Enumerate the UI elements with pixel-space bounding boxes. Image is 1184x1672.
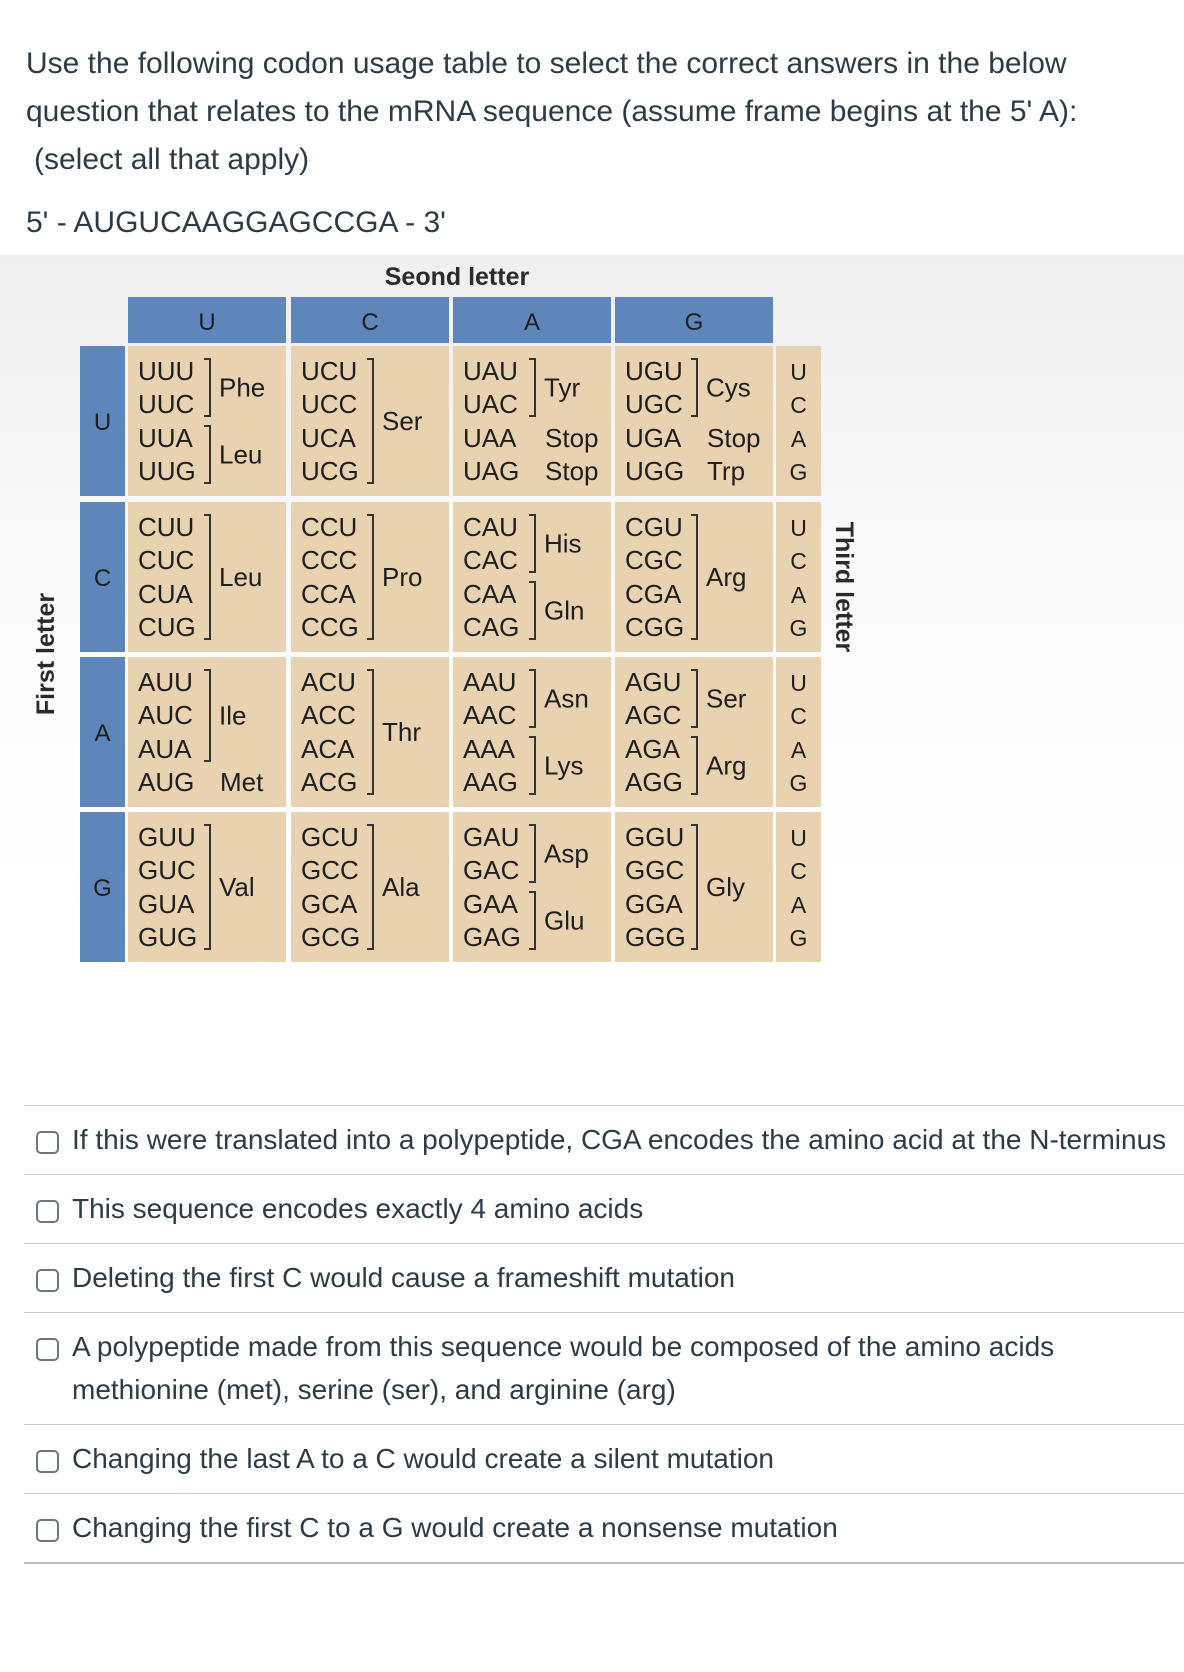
third-letter-c: C xyxy=(790,858,807,884)
answer-option-6[interactable] xyxy=(24,1493,1184,1562)
amino-acid-label-phe: Phe xyxy=(219,372,266,403)
second-letter-u: U xyxy=(198,309,216,336)
amino-acid-label-ile: Ile xyxy=(219,700,247,731)
third-letter-a: A xyxy=(790,426,807,452)
codon-ccg: CCG xyxy=(301,612,359,642)
codon-uaa: UAA xyxy=(463,423,517,453)
codon-ccc: CCC xyxy=(301,545,358,575)
codon-cau: CAU xyxy=(463,512,518,542)
option-label: This sequence encodes exactly 4 amino acids xyxy=(72,1193,644,1224)
checkbox[interactable] xyxy=(36,1519,59,1542)
amino-acid-label-stop: Stop xyxy=(545,423,599,453)
codon-gua: GUA xyxy=(138,889,195,919)
codon-gcg: GCG xyxy=(301,922,361,952)
codon-gcc: GCC xyxy=(301,855,359,885)
amino-acid-label-arg: Arg xyxy=(706,562,747,592)
codon-cca: CCA xyxy=(301,579,356,609)
codon-uau: UAU xyxy=(463,356,518,386)
third-letter-g: G xyxy=(789,925,808,951)
first-letter-g: G xyxy=(93,875,112,902)
mrna-sequence: 5' - AUGUCAAGGAGCCGA - 3' xyxy=(26,206,446,239)
codon-ucu: UCU xyxy=(301,356,358,386)
second-letter-a: A xyxy=(523,309,541,336)
codon-aau: AAU xyxy=(463,667,517,697)
codon-acu: ACU xyxy=(301,667,356,697)
first-letter-u: U xyxy=(93,409,112,436)
codon-auc: AUC xyxy=(138,700,193,730)
codon-aac: AAC xyxy=(463,700,517,730)
third-letter-u: U xyxy=(790,670,807,696)
question-line-3: (select all that apply) xyxy=(34,143,310,176)
third-letter-title: Third letter xyxy=(830,521,858,653)
codon-table xyxy=(0,255,1184,1045)
codon-ggu: GGU xyxy=(625,822,685,852)
answer-option-4[interactable] xyxy=(24,1312,1184,1424)
option-label: If this were translated into a polypeptide, CGA encodes the amino acid at the N-terminus xyxy=(72,1124,1167,1155)
codon-uuu: UUU xyxy=(138,356,195,386)
codon-ucc: UCC xyxy=(301,389,358,419)
codon-gca: GCA xyxy=(301,889,358,919)
codon-cgc: CGC xyxy=(625,545,683,575)
answer-option-5[interactable] xyxy=(24,1424,1184,1493)
codon-uca: UCA xyxy=(301,423,356,453)
options-bottom-divider xyxy=(24,1562,1184,1564)
codon-ccu: CCU xyxy=(301,512,358,542)
codon-guu: GUU xyxy=(138,822,196,852)
amino-acid-label-ser: Ser xyxy=(382,406,423,436)
third-letter-g: G xyxy=(789,459,808,485)
amino-acid-label-met: Met xyxy=(220,767,264,797)
codon-ggg: GGG xyxy=(625,922,686,952)
codon-gga: GGA xyxy=(625,889,683,919)
third-letter-u: U xyxy=(790,359,807,385)
amino-acid-label-asn: Asn xyxy=(544,683,589,714)
checkbox[interactable] xyxy=(36,1200,59,1223)
codon-aca: ACA xyxy=(301,734,355,764)
codon-aug: AUG xyxy=(138,767,195,797)
codon-guc: GUC xyxy=(138,855,196,885)
codon-cac: CAC xyxy=(463,545,518,575)
third-letter-g: G xyxy=(789,615,808,641)
codon-caa: CAA xyxy=(463,579,517,609)
codon-cuu: CUU xyxy=(138,512,195,542)
codon-cgu: CGU xyxy=(625,512,683,542)
question-line-2: question that relates to the mRNA sequence (assume frame begins at the 5' A): xyxy=(26,95,1078,128)
third-letter-g: G xyxy=(789,770,808,796)
codon-gau: GAU xyxy=(463,822,520,852)
codon-aua: AUA xyxy=(138,734,192,764)
codon-table-figure xyxy=(0,255,1184,1045)
codon-cug: CUG xyxy=(138,612,196,642)
amino-acid-label-arg: Arg xyxy=(706,750,747,781)
amino-acid-label-his: His xyxy=(544,528,582,559)
codon-cua: CUA xyxy=(138,579,193,609)
codon-gac: GAC xyxy=(463,855,520,885)
third-letter-u: U xyxy=(790,825,807,851)
amino-acid-label-stop: Stop xyxy=(545,456,599,486)
codon-uua: UUA xyxy=(138,423,193,453)
amino-acid-label-asp: Asp xyxy=(544,838,589,869)
codon-uuc: UUC xyxy=(138,389,195,419)
codon-aag: AAG xyxy=(463,767,518,797)
third-letter-a: A xyxy=(790,892,807,918)
option-label: A polypeptide made from this sequence would be composed of the amino acids methionine (met), serine (ser), and arginine (arg) xyxy=(72,1331,1055,1405)
third-letter-a: A xyxy=(790,737,807,763)
answer-options xyxy=(24,1105,1184,1564)
amino-acid-label-pro: Pro xyxy=(382,562,423,592)
third-letter-a: A xyxy=(790,582,807,608)
codon-agg: AGG xyxy=(625,767,683,797)
amino-acid-label-tyr: Tyr xyxy=(544,372,581,403)
codon-gaa: GAA xyxy=(463,889,518,919)
checkbox[interactable] xyxy=(36,1269,59,1292)
amino-acid-label-leu: Leu xyxy=(219,562,263,592)
first-letter-c: C xyxy=(93,565,112,592)
codon-cuc: CUC xyxy=(138,545,195,575)
codon-ugg: UGG xyxy=(625,456,685,486)
amino-acid-label-val: Val xyxy=(219,872,255,902)
codon-acg: ACG xyxy=(301,767,358,797)
option-label: Deleting the first C would cause a frameshift mutation xyxy=(72,1262,735,1293)
answer-option-2[interactable] xyxy=(24,1174,1184,1243)
codon-aga: AGA xyxy=(625,734,680,764)
amino-acid-label-ala: Ala xyxy=(382,872,420,902)
second-letter-title: Seond letter xyxy=(384,263,530,291)
codon-cag: CAG xyxy=(463,612,520,642)
codon-auu: AUU xyxy=(138,667,193,697)
amino-acid-label-trp: Trp xyxy=(707,456,746,486)
option-label: Changing the last A to a C would create a silent mutation xyxy=(72,1443,774,1474)
codon-gag: GAG xyxy=(463,922,521,952)
codon-cgg: CGG xyxy=(625,612,685,642)
codon-uag: UAG xyxy=(463,456,520,486)
amino-acid-label-ser: Ser xyxy=(706,683,747,714)
second-letter-g: G xyxy=(684,309,704,336)
question-text xyxy=(26,40,1156,184)
codon-uug: UUG xyxy=(138,456,196,486)
amino-acid-label-leu: Leu xyxy=(219,439,263,470)
answer-option-3[interactable] xyxy=(24,1243,1184,1312)
codon-ugu: UGU xyxy=(625,356,683,386)
amino-acid-label-stop: Stop xyxy=(707,423,761,453)
amino-acid-label-lys: Lys xyxy=(544,750,584,781)
codon-aaa: AAA xyxy=(463,734,516,764)
checkbox[interactable] xyxy=(36,1338,59,1361)
answer-option-1[interactable] xyxy=(24,1105,1184,1174)
codon-ucg: UCG xyxy=(301,456,359,486)
third-letter-c: C xyxy=(790,703,807,729)
codon-cga: CGA xyxy=(625,579,682,609)
codon-gcu: GCU xyxy=(301,822,359,852)
codon-agc: AGC xyxy=(625,700,682,730)
amino-acid-label-glu: Glu xyxy=(544,905,585,936)
amino-acid-label-cys: Cys xyxy=(706,372,751,403)
codon-agu: AGU xyxy=(625,667,682,697)
codon-ugc: UGC xyxy=(625,389,683,419)
third-letter-u: U xyxy=(790,515,807,541)
codon-gug: GUG xyxy=(138,922,198,952)
amino-acid-label-thr: Thr xyxy=(382,717,421,747)
third-letter-c: C xyxy=(790,392,807,418)
first-letter-title: First letter xyxy=(32,592,60,716)
amino-acid-label-gly: Gly xyxy=(706,872,745,902)
amino-acid-label-gln: Gln xyxy=(544,595,585,626)
option-label: Changing the first C to a G would create a nonsense mutation xyxy=(72,1512,838,1543)
question-line-1: Use the following codon usage table to select the correct answers in the below xyxy=(26,47,1067,80)
first-letter-a: A xyxy=(94,720,111,747)
checkbox[interactable] xyxy=(36,1450,59,1473)
codon-uac: UAC xyxy=(463,389,518,419)
checkbox[interactable] xyxy=(36,1131,59,1154)
codon-uga: UGA xyxy=(625,423,682,453)
codon-ggc: GGC xyxy=(625,855,685,885)
third-letter-c: C xyxy=(790,548,807,574)
second-letter-c: C xyxy=(361,309,379,336)
codon-acc: ACC xyxy=(301,700,356,730)
